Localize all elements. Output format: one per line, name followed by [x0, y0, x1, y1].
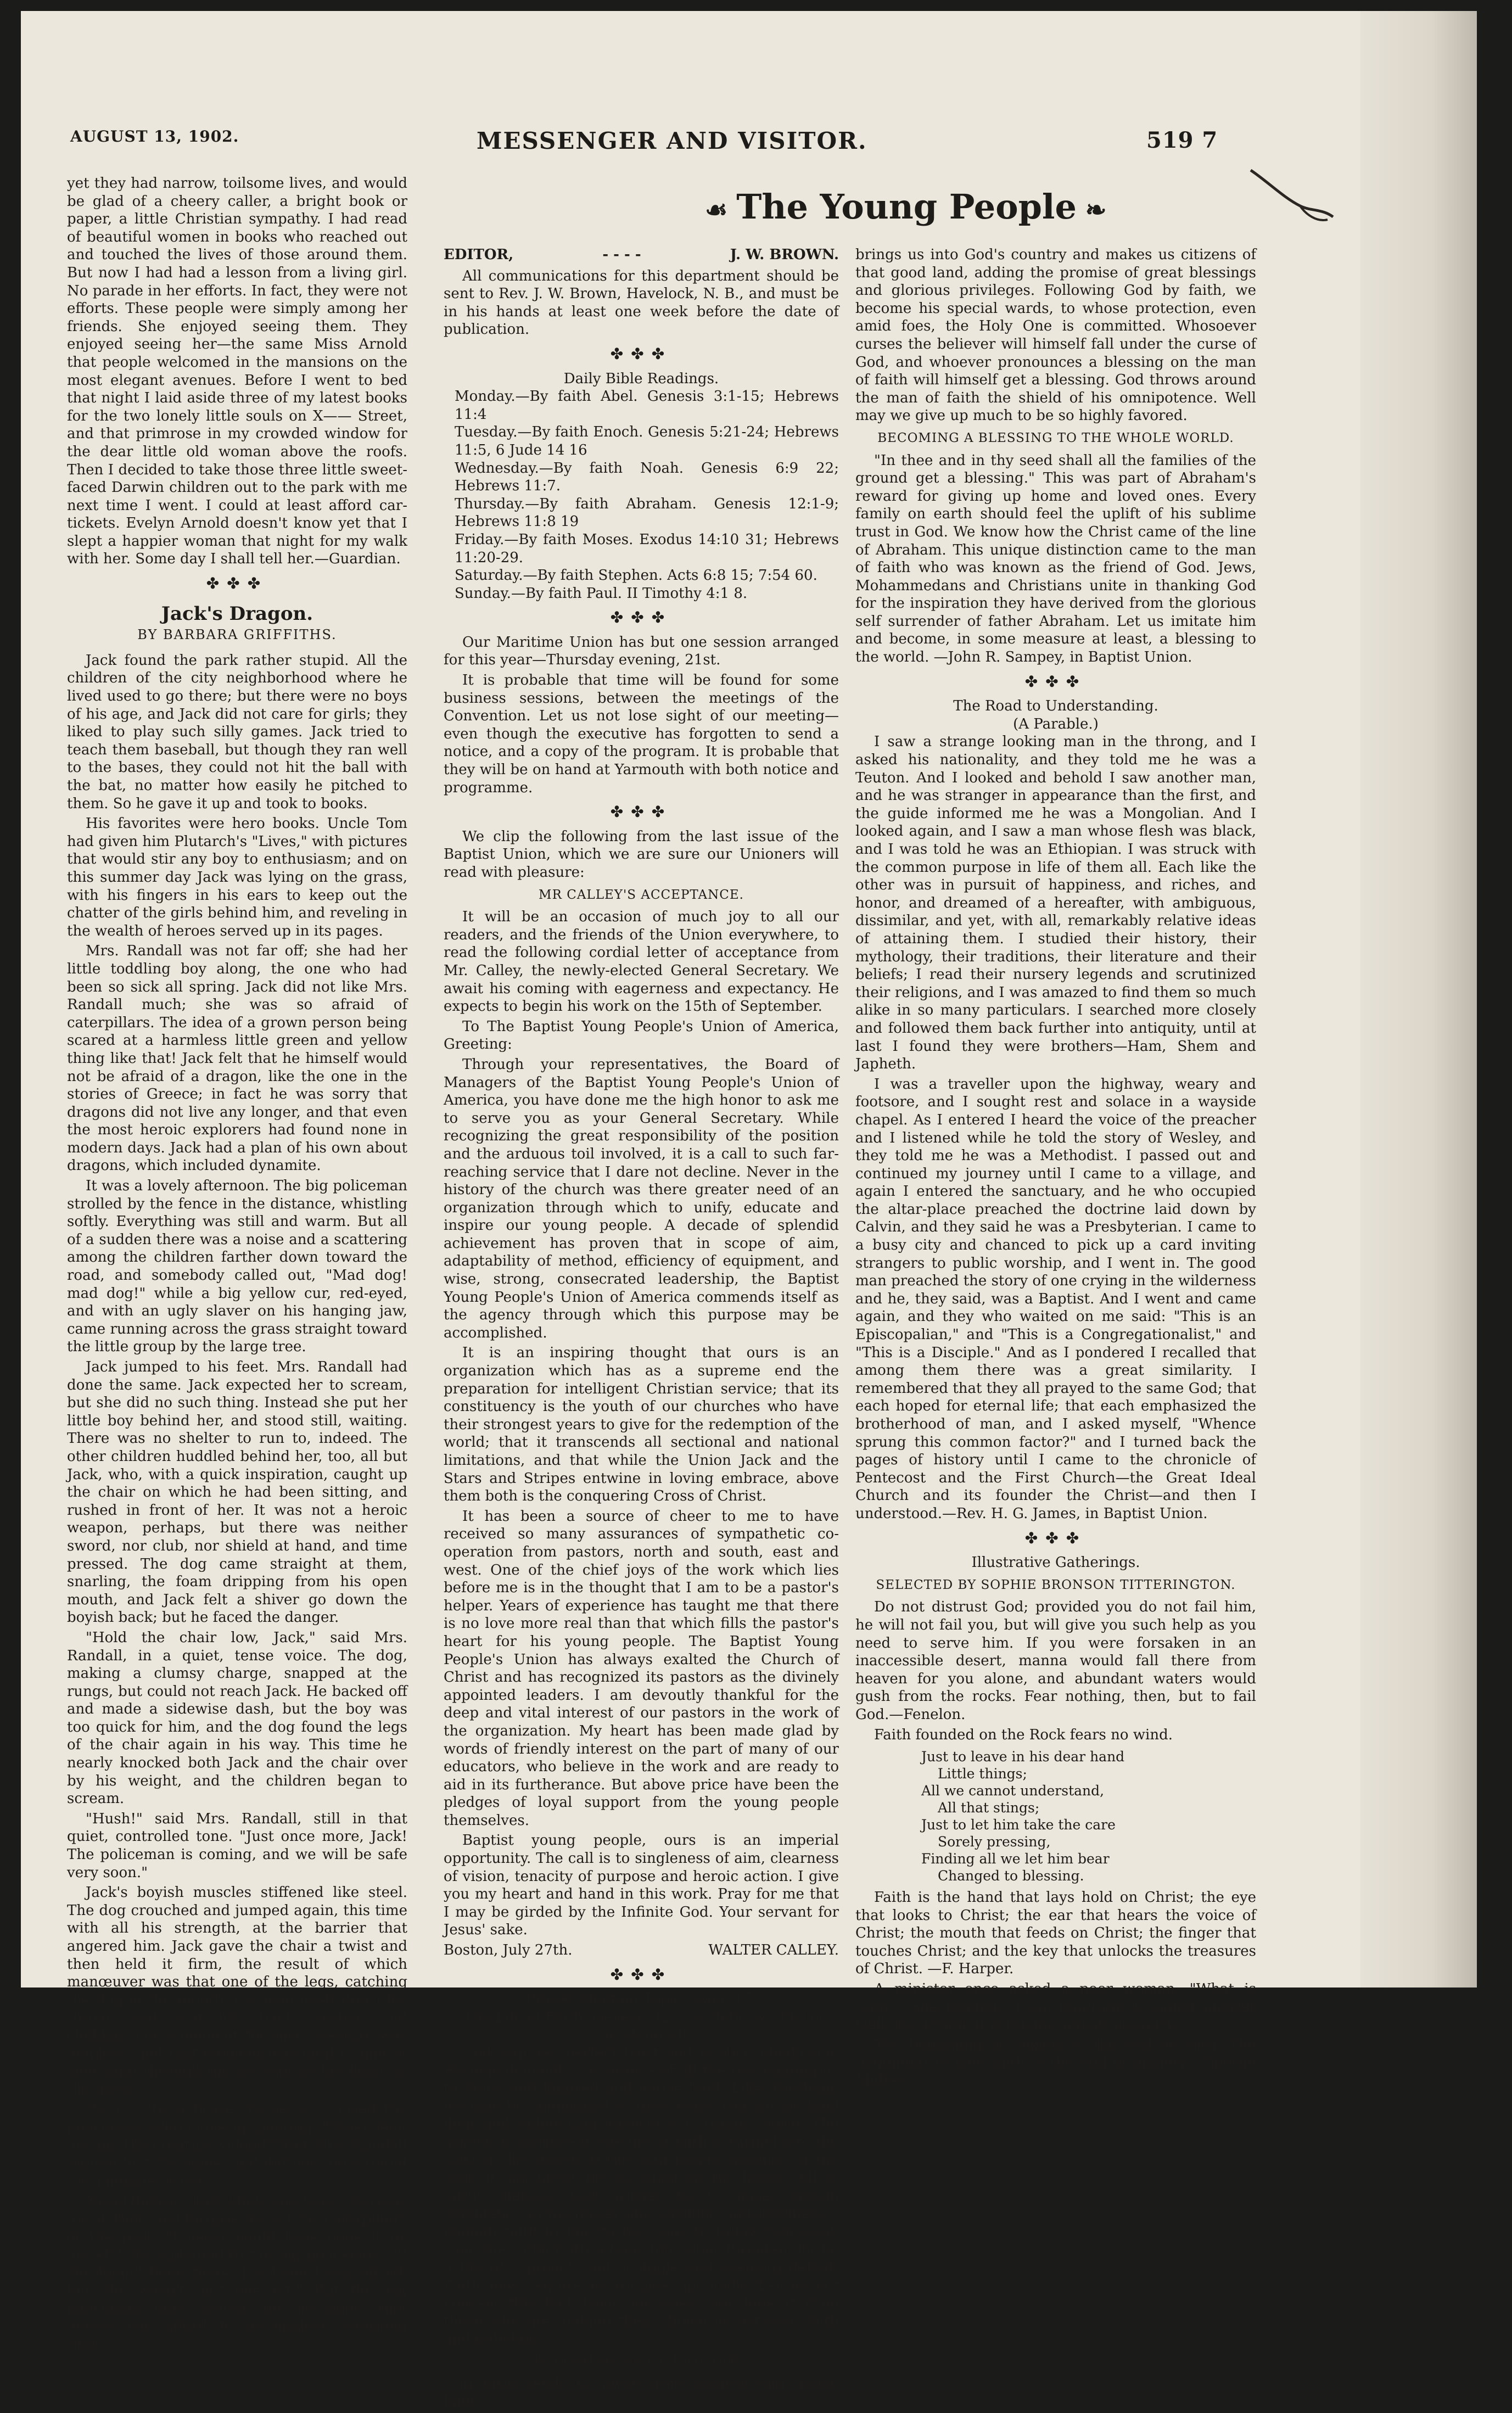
poem-line: All we cannot understand,	[921, 1783, 1105, 1799]
heir-paragraph: If faith sends us away from kindred and native land, it	[444, 2375, 839, 2410]
poem-line: Just to let him take the care	[921, 1817, 1116, 1833]
reading-item: Saturday.—By faith Stephen. Acts 6:8 15; 7:54 60.	[455, 567, 817, 584]
issue-date: AUGUST 13, 1902.	[70, 127, 239, 145]
letter-paragraph: It has been a source of cheer to me to have received so many assurances of sympathetic co-operation from pastors, north and south, east and west. One of the chief joys of the work which lies before me is in the thought that I am to be a pastor's helper. Years of experience has taught me that there is no love more real than that which fills the pastor's heart for his young people. The Baptist Young People's Union has always exalted the Church of Christ and has recognized its pastors as the divinely appointed leaders. I am devoutly thankful for the deep and vital interest of our pastors in the work of the organization. My heart has been made glad by words of friendly interest on the part of many of our educators, who believe in the work and are ready to aid in its furtherance. But above price have been the pledges of loyal support from the young people themselves.	[444, 1508, 839, 1829]
prayer-subtitle: Forsaking All.	[591, 2026, 692, 2044]
poem-line: Changed to blessing.	[938, 1868, 1084, 1884]
reading-item: Wednesday.—By faith Noah. Genesis 6:9 22; Hebrews 11:7.	[455, 460, 839, 495]
page-number: 519 7	[1146, 127, 1218, 153]
reading-item: Tuesday.—By faith Enoch. Genesis 5:21-24; Hebrews 11:5, 6 Jude 14 16	[455, 424, 839, 458]
letter-paragraph: Through your representatives, the Board of Managers of the Baptist Young People's Union of America, you have done me the high honor to ask me to serve you as your General Secretary. While recognizing the great responsibility of the position and the arduous toil involved, it is a call to such far-reaching service that I dare not decline. Never in the history of the church was there greater need of an organization through which to unify, educate and inspire our young people. A decade of splendid achievement has proven that in scope of aim, adaptability of method, efficiency of equipment, and wise, strong, consecrated leadership, the Baptist Young People's Union of America commends itself as the agency through which this purpose may be accomplished.	[444, 1056, 839, 1341]
gatherings-paragraph: Do not distrust God; provided you do not fail him, he will not fail you, but will give you such help as you need to serve him. If you were forsaken in an inaccessible desert, manna would fall there from heaven for you alone, and abundant waters would gush from the rocks. Fear nothing, then, but to fail God.—Fenelon.	[855, 1599, 1256, 1723]
prayer-title: Prayer Meeting Topic—Aug. 17.	[525, 1991, 757, 2008]
ornament-divider-icon: ✤✤✤	[1024, 672, 1087, 691]
story-paragraph: Nevertheless, Jack knew she was a heroine for all that, and forgave her all the caterpillars of the past. "I never could have done it by myself," he explained to the big policeman, "if she hadn't been there. I tell you I was afraid, but she wasn't, not one bit." But the big policeman only smiled, for he knew that heroes can afford to be modest.—Morning Star.	[67, 2193, 407, 2353]
poem-line: All that stings;	[938, 1800, 1040, 1816]
ornament-divider-icon: ✤✤✤	[610, 1965, 673, 1984]
story-title: Jack's Dragon.	[161, 602, 313, 625]
editor-label: EDITOR,	[444, 247, 514, 263]
letter-salutation: To The Baptist Young People's Union of America, Greeting:	[444, 1018, 839, 1053]
ornament-divider-icon: ✤✤✤	[610, 803, 673, 821]
gatherings-paragraph: The beginning of anxiety is the end of faith. The beginning of true faith is the end of anxiety.—George Muller.	[855, 2036, 1256, 2090]
calley-intro: It will be an occasion of much joy to all our readers, and the friends of the Union everywhere, to read the following cordial letter of acceptance from Mr. Calley, the newly-elected General Secretary. We await his coming with eagerness and expectancy. He expects to begin his work on the 15th of September.	[444, 909, 839, 1015]
editor-note: All communications for this department should be sent to Rev. J. W. Brown, Havelock, N. B., and must be in his hands at least one week before the date of publication.	[444, 267, 839, 338]
story-paragraph: "Hush!" said Mrs. Randall, still in that quiet, controlled tone. "Just once more, Jack! The policeman is coming, and we will be safe very soon."	[67, 1810, 407, 1881]
poem-line: Finding all we let him bear	[921, 1851, 1110, 1867]
letter-paragraph: Baptist young people, ours is an imperial opportunity. The call is to singleness of aim, clearness of vision, tenacity of purpose and heroic action. I give you my heart and hand in this work. Pray for me that I may be girded by the Infinite God. Your servant for Jesus' sake.	[444, 1832, 839, 1939]
poem	[921, 1748, 1256, 1884]
gatherings-paragraph: Faith is the hand that lays hold on Christ; the eye that looks to Christ; the ear that hears the voice of Christ; the mouth that feeds on Christ; the finger that touches Christ; and the key that unlocks the treasures of Christ. —F. Harper.	[855, 1889, 1256, 1978]
page-fold-shadow	[1360, 11, 1477, 1987]
section-title-text: The Young People	[736, 187, 1077, 227]
editor-dashes: - - - -	[602, 247, 641, 263]
story-paragraph: His favorites were hero books. Uncle Tom had given him Plutarch's "Lives," with pictures that would stir any boy to enthusiasm; and on this summer day Jack was lying on the grass, with his fingers in his ears to keep out the chatter of the girls behind him, and reveling in the wealth of heroes served up in its pages.	[67, 815, 407, 939]
letter-place-date: Boston, July 27th.	[444, 1942, 573, 1959]
heir-heading: BECOMING AN HEIR OF GOD.	[534, 2354, 749, 2369]
editor-line	[444, 246, 839, 264]
prayer-paragraph: God requires perfect trust and implicit obedience. He may demand a severance of all the ties binding us to home and kindred and native land. Like Abraham, we may be summoned to turn away from all we hold dear and follow God forth into a strange world. The aspect of sacrifice in the life of faith is turned into the soul at the outset. If the soul falters because of the cost, it can never be inscribed on the honor roll of faith's heroes. God wishes us to have enough confidence in his power and wisdom, and goodness—enough faith in him to be ready to follow him away from life's chief attractions into what threatens to be a life of reproach and struggle and seeming defeat. Faith may require us to give up much. Let us not conceal this fact from ourselves, nor hide it from those who are making their choice as between faith and unbelief.	[444, 2045, 839, 2348]
story-paragraph: It was a lovely afternoon. The big policeman strolled by the fence in the distance, whistling softly. Everything was still and warm. But all of a sudden there was a noise and a scattering among the children farther down toward the road, and somebody called out, "Mad dog! mad dog!" while a big yellow cur, red-eyed, and with an ugly slaver on his hanging jaw, came running across the grass straight toward the little group by the large tree.	[67, 1178, 407, 1356]
story-paragraph: Mrs. Randall was not far off; she had her little toddling boy along, the one who had been so sick all spring. Jack did not like Mrs. Randall much; she was so afraid of caterpillars. The idea of a grown person being scared at a harmless little green and yellow thing like that! Jack felt that he himself would not be afraid of a dragon, like the one in the stories of Greece; in fact he was sorry that dragons did not live any longer, and that even the most heroic explorers had found none in modern days. Jack had a plan of his own about dragons, which included dynamite.	[67, 943, 407, 1174]
blessing-heading: BECOMING A BLESSING TO THE WHOLE WORLD.	[877, 430, 1234, 445]
intro-paragraph: yet they had narrow, toilsome lives, and would be glad of a cheery caller, a bright book or paper, a little Christian sympathy. I had read of beautiful women in books who reached out and touched the lives of those around them. But now I had had a lesson from a living girl. No parade in her efforts. In fact, they were not efforts. These people were simply among her friends. She enjoyed seeing them. They enjoyed seeing her—the same Miss Arnold that people welcomed in the mansions on the most elegant avenues. Before I went to bed that night I laid aside three of my latest books for the two lonely little souls on X—— Street, and that primrose in my crowded window for the dear little old woman above the roofs. Then I decided to take those three little sweet-faced Darwin children out to the park with me next time I went. I could at least afford car-tickets. Evelyn Arnold doesn't know yet that I slept a happier woman that night for my walk with her. Some day I shall tell her.—Guardian.	[67, 175, 407, 568]
readings-title: Daily Bible Readings.	[563, 370, 719, 387]
prayer-topic: The Life of Faith. Genesis 12:1-5; Hebrews 11:16	[463, 2008, 819, 2025]
story-paragraph: Jack's boyish muscles stiffened like steel. The dog crouched and jumped again, this time with all his strength, at the barrier that angered him. Jack gave the chair a twist and then held it firm, the result of which manœuver was that one of the legs, catching the dog in the mouth, rammed itself down his throat, and sent him back howling and choking. For a moment the mad creature was helpless, and that moment was fatal to him. A shot rang through the air, and he lay dead on the grass.	[67, 1884, 407, 2098]
fleuron-icon: ☙	[705, 195, 728, 225]
road-paragraph: I saw a strange looking man in the throng, and I asked his nationality, and they told me he was a Teuton. And I looked and behold I saw another man, and he was stranger in appearance than the first, and the guide informed me he was a Mongolian. And I looked again, and I saw a man whose flesh was black, and I was told he was an Ethiopian. I was struck with the common purpose in life of them all. Each like the other was in pursuit of happiness, and riches, and honor, and dreamed of a hereafter, with ambiguous, dissimilar, and yet, with all, remarkably relative ideas of attaining them. I studied their history, their mythology, their traditions, their literature and their beliefs; I read their nursery legends and scrutinized their religions, and I was amazed to find them so much alike in so many particulars. I searched more closely and followed them back further into antiquity, until at last I found they were brothers—Ham, Shem and Japheth.	[855, 734, 1256, 1073]
letter-signoff	[444, 1941, 839, 1959]
column-3	[855, 246, 1256, 2092]
editor-name: J. W. BROWN.	[730, 247, 839, 263]
ornament-divider-icon: ✤✤✤	[1024, 1529, 1087, 1547]
reading-item: Thursday.—By faith Abraham. Genesis 12:1-9; Hebrews 11:8 19	[455, 495, 839, 530]
fleuron-icon: ❧	[1085, 195, 1107, 225]
ornament-divider-icon: ✤✤✤	[610, 344, 673, 363]
union-paragraph: It is probable that time will be found for some business sessions, between the meetings of the Convention. Let us not lose sight of our meeting—even though the executive has forgotten to send a notice, and a copy of the program. It is probable that they will be on hand at Yarmouth with both notice and programme.	[444, 672, 839, 796]
ornament-divider-icon: ✤✤✤	[610, 608, 673, 627]
letter-signature: WALTER CALLEY.	[708, 1942, 839, 1959]
union-paragraph: Our Maritime Union has but one session arranged for this year—Thursday evening, 21st.	[444, 634, 839, 669]
reading-item: Monday.—By faith Abel. Genesis 3:1-15; Hebrews 11:4	[455, 388, 839, 423]
column-1	[67, 175, 407, 2356]
road-title: The Road to Understanding.	[953, 698, 1158, 715]
calley-heading: MR CALLEY'S ACCEPTANCE.	[539, 887, 744, 902]
road-paragraph: I was a traveller upon the highway, weary and footsore, and I sought rest and solace in a wayside chapel. As I entered I heard the voice of the preacher and I listened while he told the story of Wesley, and they told me he was a Methodist. I passed out and continued my journey until I came to a village, and again I entered the sanctuary, and he who occupied the altar-place preached the doctrine laid down by Calvin, and they said he was a Presbyterian. I came to a busy city and chanced to pick up a card inviting strangers to public worship, and I went in. The good man preached the story of one crying in the wilderness and he, they said, was a Baptist. And I went and came again, and they who waited on me said: "This is an Episcopalian," and "This is a Congregationalist," and "This is a Disciple." And as I pondered I recalled that among them there was a great similarity. I remembered that they all prayed to the same God; that each hoped for eternal life; that each emphasized the brotherhood of man, and I asked myself, "Whence sprung this common factor?" and I turned back the pages of history until I came to the chronicle of Pentecost and the First Church—the Great Ideal Church and its founder the Christ—and then I understood.—Rev. H. G. James, in Baptist Union.	[855, 1076, 1256, 1522]
poem-line: Sorely pressing,	[938, 1834, 1051, 1850]
poem-line: Little things;	[938, 1766, 1027, 1782]
continued-paragraph: brings us into God's country and makes us citizens of that good land, adding the promise of great blessings and glorious privileges. Following God by faith, we become his special wards, to whose protection, even amid foes, the Holy One is committed. Whosoever curses the believer will himself fall under the curse of God, and whoever pronounces a blessing on the man of faith will himself get a blessing. God throws around the man of faith the shield of his omnipotence. Well may we give up much to be so highly favored.	[855, 247, 1256, 424]
blessing-paragraph: "In thee and in thy seed shall all the families of the ground get a blessing." This was part of Abraham's reward for giving up home and loved ones. Every family on earth should feel the uplift of his sublime trust in God. We know how the Christ came of the line of Abraham. This unique distinction came to the man of faith who was known as the friend of God. Jews, Mohammedans and Christians unite in thanking God for the inspiration they have derived from the glorious self surrender of father Abraham. Let us imitate him and become, in some measure at least, a blessing to the world. —John R. Sampey, in Baptist Union.	[855, 452, 1256, 666]
gatherings-byline: SELECTED BY SOPHIE BRONSON TITTERINGTON.	[876, 1577, 1236, 1592]
section-title	[696, 187, 1115, 227]
ornament-divider-icon: ✤✤✤	[206, 574, 268, 593]
gatherings-paragraph: A minister once asked a poor woman, "What is faith?" She replied, "I am ignorant, I cannot answer well, but I think it is taking God at his word."	[855, 1981, 1256, 2034]
reading-item: Friday.—By faith Moses. Exodus 14:10 31; Hebrews 11:20-29.	[455, 531, 839, 566]
column-2	[444, 246, 839, 2413]
road-subtitle: (A Parable.)	[1013, 715, 1099, 732]
reading-item: Sunday.—By faith Paul. II Timothy 4:1 8.	[455, 585, 748, 602]
story-paragraph: Jack found the park rather stupid. All the children of the city neighborhood where he lived used to go there; but there were no boys of his age, and Jack did not care for girls; they liked to play such silly games. Jack tried to teach them baseball, but though they ran well to the bases, they could not hit the ball with the bat, no matter how easily he pitched to them. So he gave it up and took to books.	[67, 652, 407, 812]
newspaper-name: MESSENGER AND VISITOR.	[477, 127, 867, 154]
story-paragraph: Jack jumped to his feet. Mrs. Randall had done the same. Jack expected her to scream, but she did no such thing. Instead she put her little boy behind her, and stood still, waiting. There was no shelter to run to, indeed. The other children huddled behind her, too, all but Jack, who, with a quick inspiration, caught up the chair on which he had been sitting, and rushed in front of her. It was not a heroic weapon, perhaps, but there was neither sword, nor club, nor shield at hand, and time pressed. The dog came straight at them, snarling, the foam dripping from his open mouth, and Jack felt a shiver go down the boyish back; but he faced the danger.	[67, 1359, 407, 1626]
letter-paragraph: It is an inspiring thought that ours is an organization which has as a supreme end the preparation for intelligent Christian service; that its constituency is the youth of our churches who have their strongest years to give for the redemption of the world; that it transcends all sectional and national limitations, and that while the Union Jack and the Stars and Stripes entwine in loving embrace, above them both is the conquering Cross of Christ.	[444, 1345, 839, 1505]
story-paragraph: "Shure, 'tis a brave b'y ye are!" cried the policeman, who came up panting. "Niver fear, ma'am, the creature's dead!" But Mrs. Randall fainted just the same, and did not come round for a minute or two.	[67, 2101, 407, 2190]
gatherings-title: Illustrative Gatherings.	[971, 1554, 1140, 1571]
story-paragraph: "Hold the chair low, Jack," said Mrs. Randall, in a quiet, tense voice. The dog, making a clumsy charge, snapped at the rungs, but could not reach Jack. He backed off and made a sidewise dash, but the boy was too quick for him, and the dog found the legs of the chair again in his way. This time he nearly knocked both Jack and the chair over by his weight, and the children began to scream.	[67, 1629, 407, 1807]
newspaper-page	[21, 11, 1477, 2410]
quill-mark-icon	[1245, 165, 1339, 231]
clip-intro: We clip the following from the last issue of the Baptist Union, which we are sure our Unioners will read with pleasure:	[444, 828, 839, 881]
gatherings-paragraph: Faith founded on the Rock fears no wind.	[874, 1726, 1173, 1743]
story-author: BY BARBARA GRIFFITHS.	[137, 627, 337, 643]
poem-line: Just to leave in his dear hand	[921, 1749, 1125, 1765]
